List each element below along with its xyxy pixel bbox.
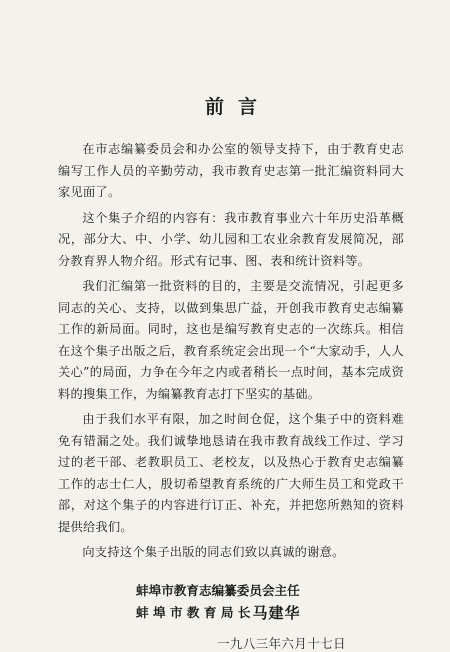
paragraph-5: 向支持这个集子出版的同志们致以真诚的谢意。 — [82, 545, 345, 559]
paragraph-4: 由于我们水平有限，加之时间仓促，这个集子中的资料难免有错漏之处。我们诚挚地恳请在我市教育战线工作过、学习过的老干部、老教职员工、老校友，以及热心于教育史志编纂工作的志士仁人，殷切希望教育系统的广大师生员工和党政干部，对这个集子的内容进行订正、补充，并把您所熟知的资料提供给我们。 — [58, 412, 404, 534]
paragraph-1: 在市志编纂委员会和办公室的领导支持下，由于教育史志编写工作人员的辛勤劳动，我市教育史志第一批汇编资料同大家见面了。 — [58, 142, 404, 199]
signature-title-2: 蚌 埠 市 教 育 局 长 — [136, 604, 251, 620]
signature-title-1: 蚌埠市教育志编纂委员会主任 — [136, 582, 300, 598]
page-title: 前言 — [204, 96, 271, 118]
paragraph-2: 这个集子介绍的内容有：我市教育事业六十年历史沿革概况，部分大、中、小学、幼儿园和工农业余教育发展简况，部分教育界人物介绍。形式有记事、图、表和统计资料等。 — [58, 210, 404, 268]
signature-row — [136, 602, 404, 624]
signature-name: 马建华 — [252, 603, 301, 622]
signature-block — [58, 580, 404, 624]
document-date: 一九八三年六月十七日 — [217, 635, 346, 651]
paragraph-3: 我们汇编第一批资料的目的，主要是交流情况，引起更多同志的关心、支持，以做到集思广益，开创我市教育史志编纂工作的新局面。同时，这也是编写教育史志的一次练兵。相信在这个集子出版之后，教育系统定会出现一个“大家动手，人人关心”的局面，力争在今年之内或者稍长一点时间，基本完成资料的搜集工作，为编纂教育志打下坚实的基础。 — [58, 279, 404, 401]
